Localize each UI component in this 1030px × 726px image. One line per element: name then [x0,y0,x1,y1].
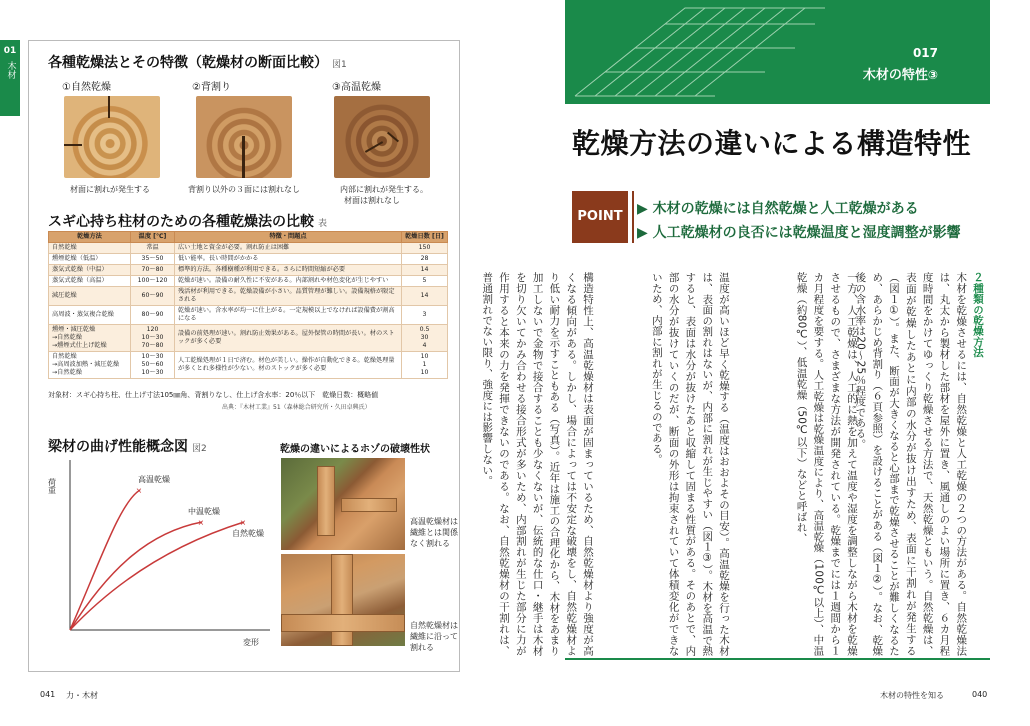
fig1-label-hightemp: ③高温乾燥 [332,82,381,93]
table-cell: 14 [402,287,448,306]
fig2-label: 図2 [192,444,207,454]
table-cell: 自然乾燥 →高周波加熱・減圧乾燥 →自然乾燥 [49,352,131,379]
natural-failure-mark: × [240,518,246,529]
curve-label-mid-temp: 中温乾燥 [188,507,220,516]
high-temp-failure-mark: × [136,486,142,497]
fig3-caption-bottom-3: 割れる [410,643,434,652]
table-cell: 0.5 30 4 [402,325,448,352]
table-cell: 設備の前処理が速い。割れ防止効果がある。屋外保管の時間が長い。材のストックが多く必要 [175,325,402,352]
body-text-2: 一方、人工乾燥は、人工的に熱を加えて温度や湿度を調整しながら木材を乾燥させるもので、さまざまな方法が開発されている。乾燥までには１週間から１カ月程度を要する。人工乾燥は乾燥温度により、高温乾燥（100℃以上）、中温乾燥（約80℃）、低温乾燥（50℃以下）などと呼ばれ、 [795,272,858,656]
fig1-label: 図1 [332,60,347,70]
left-page-section: 力・木材 [66,691,98,700]
body-text-4: 構造特性上、高温乾燥材は表面が固まっているため、自然乾燥材より強度が高くなる傾向がある。しかし、場合によっては不安定な破壊をし、自然乾燥材より低い耐力を示すこともある（写真）。近年は施工の合理化から、木材をあまり加工しないで金物で接合することも少なくないが、伝統的な仕口・継手は木材を切り欠いてかみ合わせる接合形式が多いため、内部割れが生じた部分に力が作用すると本来の力を発揮できないのである。なお、自然乾燥材の干割れは、普通割れでない限り、強度には影響しない。 [481,272,594,656]
table-header: 温度 [℃] [131,232,175,243]
chapter-number: 01 [3,46,17,56]
table-cell: 標準的方法。各種樹種が利用できる。さらに時間短縮が必要 [175,265,402,276]
table-cell: 10〜30 50〜60 10〜30 [131,352,175,379]
chapter-header-band [565,0,990,104]
table-title [48,211,327,231]
table-header: 乾燥日数 [日] [402,232,448,243]
table-cell: 70〜80 [131,265,175,276]
fig1-title [48,52,347,72]
mid-temp-curve [70,522,202,630]
table-cell: 3 [402,306,448,325]
fig1-caption-kerf: 背割り以外の３面には割れなし [188,185,300,194]
table-cell: 乾燥が速い。含水率が均一に仕上がる。一定規模以上でなければ設備費が割高になる [175,306,402,325]
chapter-tab [0,40,20,116]
page-title: 乾燥方法の違いによる構造特性 [572,127,972,160]
high-temp-joint-photo [281,458,405,550]
natural-joint-photo [281,554,405,646]
fig1-caption-hightemp-2: 材面は割れなし [344,196,400,205]
table-cell: 低い能率。長い時間がかかる [175,254,402,265]
section-subnumber: ③ [927,68,938,82]
point-separator [632,191,634,243]
table-cell: 乾燥が速い。設備の耐久性に不安がある。内部割れや材色変化が生じやすい [175,276,402,287]
table-cell: 5 [402,276,448,287]
fig3-caption-bottom-2: 繊維に沿って [410,632,458,641]
fig2-title-text: 梁材の曲げ性能概念図 [48,439,188,455]
body-text-3: 温度が高いほど早く乾燥する（温度はおおよその目安）。高温乾燥を行った木材は、表面の割れはないが、内部に割れが生じやすい（図１③）。木材を高温で熱すると、表面は水分が抜けたあと収縮して固まる性質がある。そのあとで、内部の水分が抜けていくのだが、断面の外形は拘束されていて体積変化ができないため、内部に割れが生じるのである。 [650,272,730,656]
table-cell: 28 [402,254,448,265]
left-page-number: 041 [40,690,56,699]
table-header: 乾燥方法 [49,232,131,243]
table-cell: 減圧乾燥 [49,287,131,306]
table-cell: 燻煙・減圧乾燥 →自然乾燥 →燻煙式仕上げ乾燥 [49,325,131,352]
table-cell: 残活材が利用できる。乾燥設備が小さい。品質管理が難しい。設備規格が限定される [175,287,402,306]
table-row [49,352,448,379]
table-cell: 高周波・蒸気複合乾燥 [49,306,131,325]
table-cell: 広い土地と資金が必要。割れ防止は困難 [175,243,402,254]
table-cell: 35〜50 [131,254,175,265]
table-source: 出典：『木材工業』51（森林総合研究所・久田卓興氏） [222,404,371,411]
fig3-caption-top-1: 高温乾燥材は [410,517,458,526]
table-cell: 60〜90 [131,287,175,306]
table-row [49,276,448,287]
fig3-caption-bottom-1: 自然乾燥材は [410,621,458,630]
curve-label-high-temp: 高温乾燥 [138,475,170,484]
fig3-caption-top-2: 繊維とは関係 [410,528,458,537]
table-header-row [49,232,448,243]
table-cell: 10 1 10 [402,352,448,379]
right-page-number: 040 [972,690,988,699]
body-column-3 [600,272,732,656]
table-cell: 14 [402,265,448,276]
point-line-1: ▶ 木材の乾燥には自然乾燥と人工乾燥がある [637,201,919,217]
chapter-label: 木材 [5,61,16,79]
body-column-1 [854,272,986,656]
table-cell: 100〜120 [131,276,175,287]
y-axis-label: 荷重 [47,478,57,494]
fig3-caption-top-3: なく割れる [410,539,450,548]
fig1-caption-natural: 材面に割れが発生する [70,185,150,194]
section-title-text: 木材の特性 [862,68,928,83]
drying-method-table [48,231,448,379]
table-cell: 蒸気式乾燥（中温） [49,265,131,276]
curve-label-natural: 自然乾燥 [232,529,264,538]
right-page-section: 木材の特性を知る [880,691,944,700]
high-temp-curve [70,490,140,630]
high-temp-section-photo [334,96,430,178]
body-column-2 [736,272,860,656]
table-row [49,254,448,265]
table-note: 対象材：スギ心持ち柱、仕上げ寸法105㎜角、背割りなし、仕上げ含水率：20％以下 乾燥日数：概略値 [48,391,379,399]
section-number: 017 [912,46,938,60]
fig1-label-kerf: ②背割り [192,82,231,93]
table-row [49,325,448,352]
point-line-2: ▶ 人工乾燥材の良否には乾燥温度と湿度調整が影響 [637,225,961,241]
body-column-4 [481,272,596,656]
fig1-caption-hightemp-1: 内部に割れが発生する。 [340,185,428,194]
footer-rule [565,658,990,660]
x-axis-label: 変形 [243,638,259,647]
kerf-section-photo [196,96,292,178]
table-cell: 燻煙乾燥（低温） [49,254,131,265]
table-row [49,287,448,306]
fig1-title-text: 各種乾燥法とその特徴（乾燥材の断面比較） [48,55,328,71]
fig3-title: 乾燥の違いによるホゾの破壊性状 [280,444,430,455]
table-row [49,306,448,325]
table-label: 表 [318,219,328,229]
bending-performance-diagram [40,452,276,652]
table-header: 特徴・問題点 [175,232,402,243]
table-cell: 120 10〜30 70〜80 [131,325,175,352]
table-cell: 蒸気式乾燥（高温） [49,276,131,287]
body-heading: ２種類の乾燥方法 [972,272,984,358]
point-badge: POINT [572,191,628,243]
table-cell: 自然乾燥 [49,243,131,254]
table-title-text: スギ心持ち柱材のための各種乾燥法の比較 [48,214,314,230]
table-cell: 150 [402,243,448,254]
section-title [863,64,938,83]
table-row [49,265,448,276]
table-row [49,243,448,254]
mid-temp-failure-mark: × [198,518,204,529]
table-cell: 人工乾燥処理が１日で済む。材色が美しい。操作が自動化できる。乾燥処理量が多くとれ多様性が少ない。材のストックが多く必要 [175,352,402,379]
fig1-label-natural: ①自然乾燥 [62,82,111,93]
body-text-1: 木材を乾燥させるには、自然乾燥と人工乾燥の２つの方法がある。自然乾燥法は、丸太から製材した部材を屋外に置き、風通しのよい場所に置き、６カ月程度時間をかけてゆっくり乾燥させる方法で、天然乾燥ともいう。自然乾燥は、表面が乾燥したあとに内部の水分が抜け出すため、表面に干割れが発生する（図１①）。また、断面が大きくなると心部まで乾燥させることが難しくなるため、あらかじめ背割り（６頁参照）を設けることがある（図１②）。なお、乾燥後の含水率は20〜25％程度である。 [854,272,968,656]
natural-dry-section-photo [64,96,160,178]
table-cell: 常温 [131,243,175,254]
table-cell: 80〜90 [131,306,175,325]
